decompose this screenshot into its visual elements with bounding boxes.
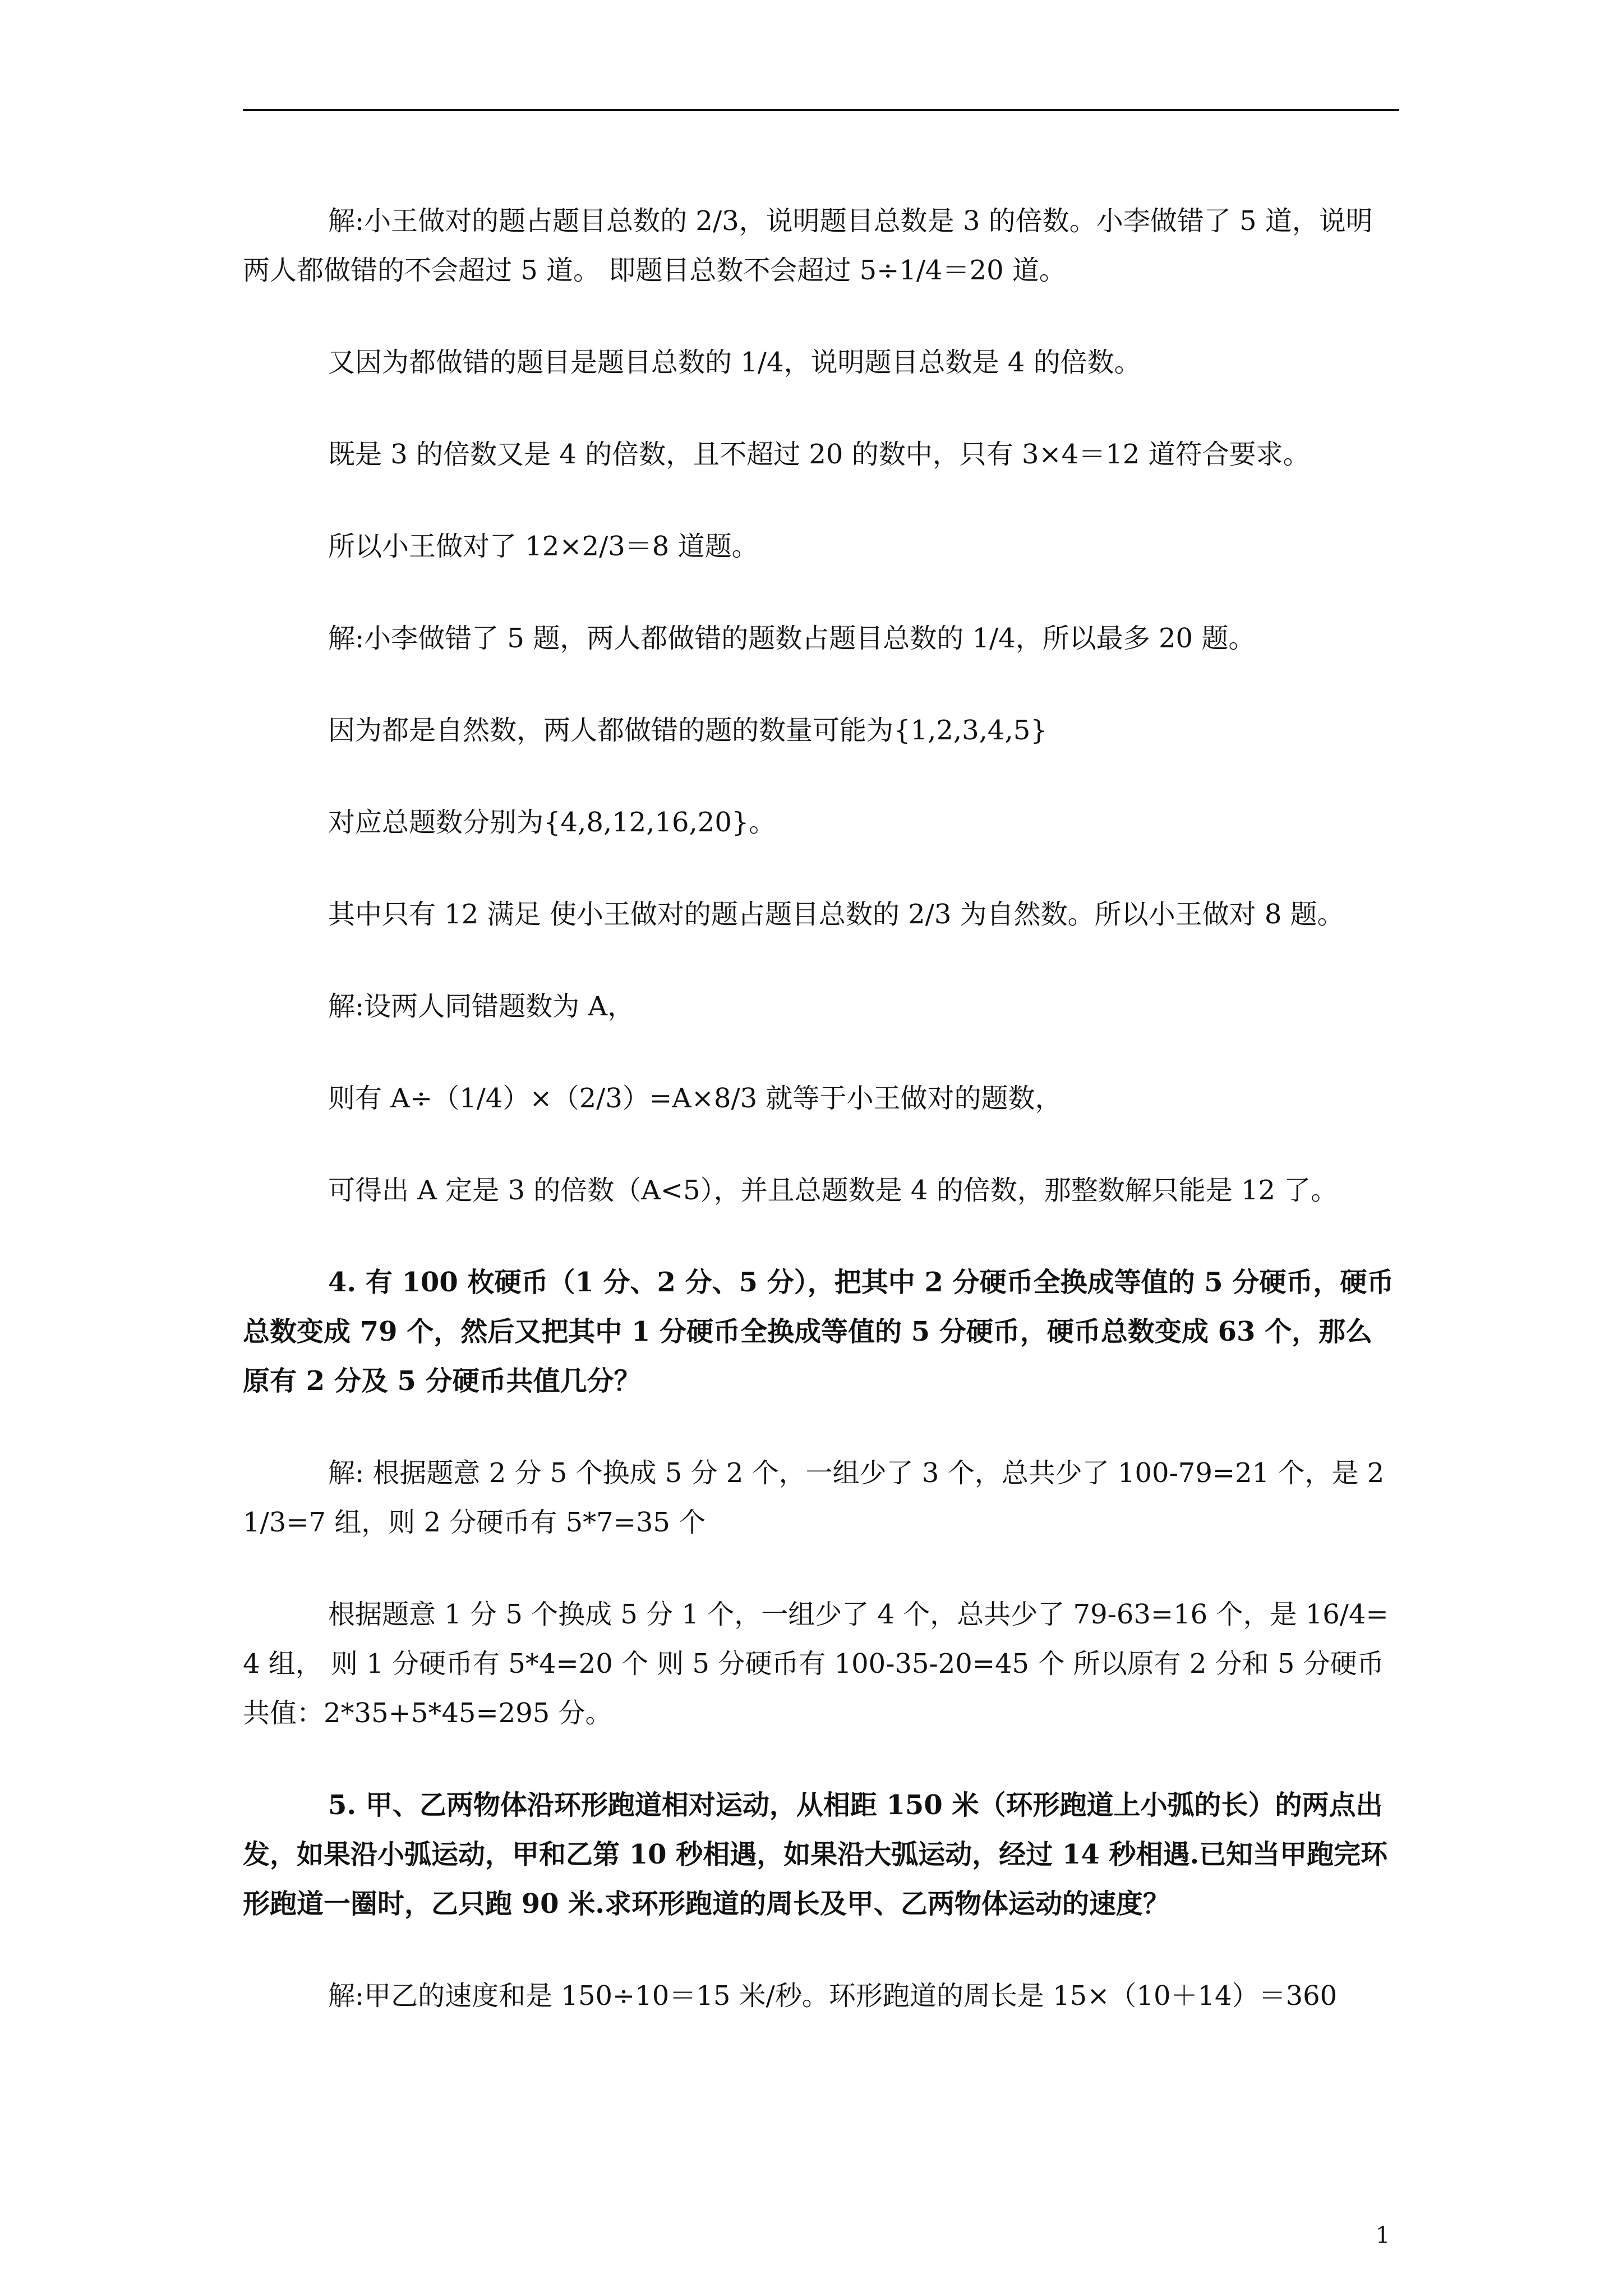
paragraph-solution-1: 解:小王做对的题占题目总数的 2/3，说明题目总数是 3 的倍数。小李做错了 5 道，说明两人都做错的不会超过 5 道。 即题目总数不会超过 5÷1/4＝20 道。 xyxy=(243,205,1373,286)
paragraph-multiple-of-4: 又因为都做错的题目是题目总数的 1/4，说明题目总数是 4 的倍数。 xyxy=(328,347,1141,378)
paragraph-solution-2: 解:小李做错了 5 题，两人都做错的题数占题目总数的 1/4，所以最多 20 题。 xyxy=(328,623,1256,654)
question-4: 4. 有 100 枚硬币（1 分、2 分、5 分），把其中 2 分硬币全换成等值的 5 分硬币，硬币总数变成 79 个，然后又把其中 1 分硬币全换成等值的 5 分硬币，硬币总数变成 63 个，那么原有 2 分及 5 分硬币共值几分？ xyxy=(243,1267,1394,1397)
paragraph-q4-solution-part1: 解: 根据题意 2 分 5 个换成 5 分 2 个，一组少了 3 个，总共少了 100-79=21 个，是 21/3=7 组，则 2 分硬币有 5*7=35 个 xyxy=(243,1457,1385,1538)
header-rule xyxy=(243,109,1399,111)
paragraph-only-12: 其中只有 12 满足 使小王做对的题占题目总数的 2/3 为自然数。所以小王做对 8 题。 xyxy=(328,899,1344,930)
paragraph-conclusion: 可得出 A 定是 3 的倍数（A<5），并且总题数是 4 的倍数，那整数解只能是 12 了。 xyxy=(328,1175,1338,1206)
paragraph-possible-wrong-counts: 因为都是自然数，两人都做错的题的数量可能为{1,2,3,4,5} xyxy=(328,715,1048,746)
document-body xyxy=(243,196,1399,2021)
paragraph-q5-solution: 解:甲乙的速度和是 150÷10＝15 米/秒。环形跑道的周长是 15×（10＋14）＝360 xyxy=(328,1980,1338,2012)
question-5: 5. 甲、乙两物体沿环形跑道相对运动，从相距 150 米（环形跑道上小弧的长）的两点出发，如果沿小弧运动，甲和乙第 10 秒相遇，如果沿大弧运动，经过 14 秒相遇.已知当甲跑完环形跑道一圈时，乙只跑 90 米.求环形跑道的周长及甲、乙两物体运动的速度？ xyxy=(243,1789,1388,1920)
paragraph-common-multiple: 既是 3 的倍数又是 4 的倍数，且不超过 20 的数中，只有 3×4＝12 道符合要求。 xyxy=(328,439,1310,470)
paragraph-answer-8: 所以小王做对了 12×2/3＝8 道题。 xyxy=(328,531,759,562)
paragraph-solution-3: 解:设两人同错题数为 A， xyxy=(328,991,635,1022)
paragraph-q4-solution-part2: 根据题意 1 分 5 个换成 5 分 1 个，一组少了 4 个，总共少了 79-63=16 个，是 16/4=4 组， 则 1 分硬币有 5*4=20 个 则 5 分硬币有 100-35-20=45 个 所以原有 2 分和 5 分硬币共值：2*35+5*45=295 分。 xyxy=(243,1599,1389,1729)
page-number: 1 xyxy=(1376,2223,1390,2248)
paragraph-equation: 则有 A÷（1/4）×（2/3）=A×8/3 就等于小王做对的题数， xyxy=(328,1083,1062,1114)
paragraph-total-counts: 对应总题数分别为{4,8,12,16,20}。 xyxy=(328,807,776,838)
